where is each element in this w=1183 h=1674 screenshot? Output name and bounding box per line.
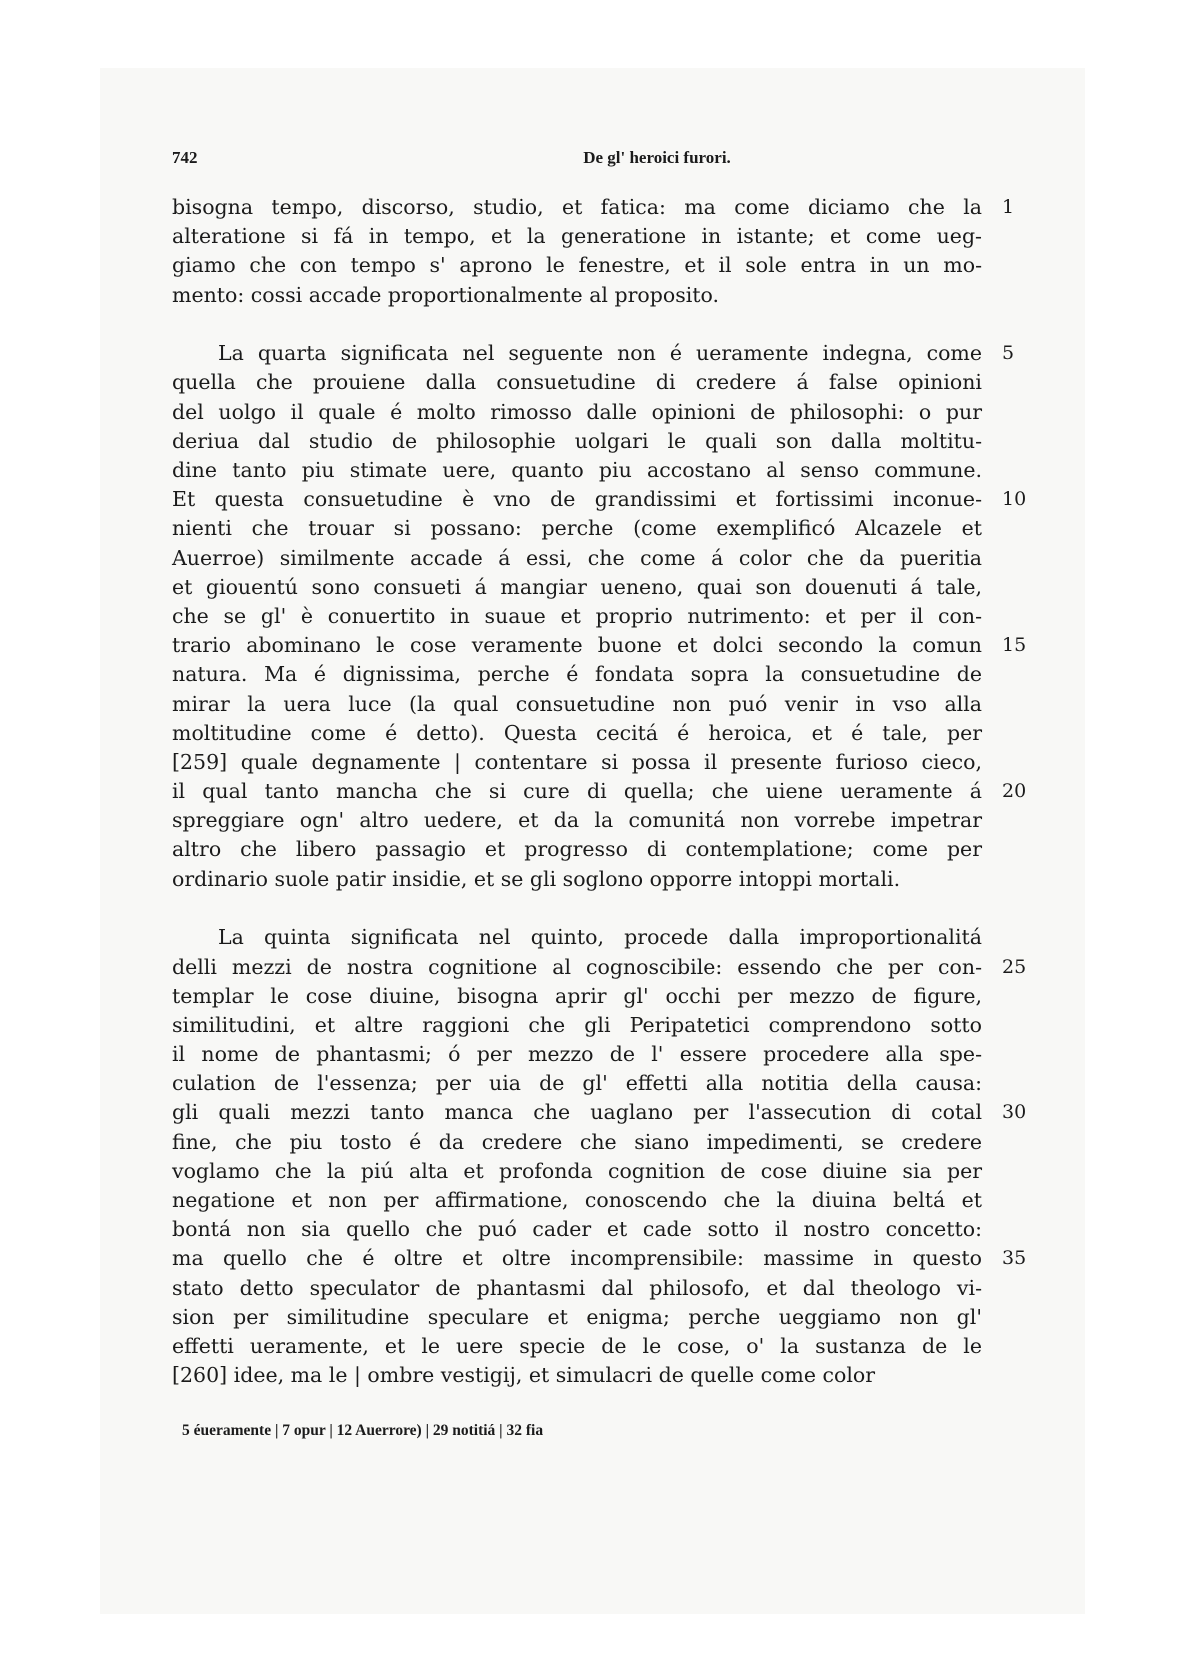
line-text: trario abominano le cose veramente buone et dolci secondo la comun [172, 633, 982, 658]
line-text: giamo che con tempo s' aprono le fenestre, et il sole entra in un mo- [172, 253, 982, 278]
line-text: fine, che piu tosto é da credere che siano impedimenti, se credere [172, 1129, 982, 1154]
text-line [172, 1186, 982, 1215]
text-line [172, 1244, 1027, 1273]
text-line [172, 806, 982, 835]
line-number: 1 [1002, 196, 1015, 218]
text-line [172, 368, 982, 397]
line-text: et giouentú sono consueti á mangiar ueneno, quai son douenuti á tale, [172, 574, 982, 599]
line-text: sion per similitudine speculare et enigma; perche ueggiamo non gl' [172, 1304, 982, 1329]
text-line [172, 1361, 982, 1390]
line-text: voglamo che la piú alta et profonda cognition de cose diuine sia per [172, 1158, 982, 1183]
text-line [172, 1040, 982, 1069]
page-number: 742 [172, 148, 198, 167]
text-line [172, 835, 982, 864]
paragraph [172, 923, 1027, 1390]
line-number: 15 [1002, 634, 1027, 657]
text-line [172, 982, 982, 1011]
line-number: 30 [1002, 1101, 1027, 1124]
line-text: effetti ueramente, et le uere specie de le cose, o' la sustanza de le [172, 1333, 982, 1358]
line-text: Et questa consuetudine è vno de grandissimi et fortissimi inconue- [172, 487, 982, 512]
text-line [172, 222, 982, 251]
line-text: spreggiare ogn' altro uedere, et da la comunitá non vorrebe impetrar [172, 808, 982, 833]
line-text: similitudini, et altre raggioni che gli Peripatetici comprendono sotto [172, 1012, 982, 1037]
line-text: delli mezzi de nostra cognitione al cognoscibile: essendo che per con- [172, 954, 982, 979]
text-line [172, 1303, 982, 1332]
line-text: culation de l'essenza; per uia de gl' effetti alla notitia della causa: [172, 1071, 982, 1096]
line-text: Auerroe) similmente accade á essi, che come á color che da pueritia [172, 545, 982, 570]
line-text: il nome de phantasmi; ó per mezzo de l' essere procedere alla spe- [172, 1042, 982, 1067]
line-text: alteratione si fá in tempo, et la generatione in istante; et come ueg- [172, 224, 982, 249]
paragraph-gap [172, 310, 982, 340]
line-text: mirar la uera luce (la qual consuetudine non puó venir in vso alla [172, 691, 982, 716]
line-text: La quinta significata nel quinto, procede dalla improportionalitá [218, 925, 982, 950]
line-text: altro che libero passagio et progresso di contemplatione; come per [172, 837, 982, 862]
text-line [172, 1332, 982, 1361]
text-line [172, 398, 982, 427]
line-number: 10 [1002, 488, 1027, 511]
text-line [172, 865, 982, 894]
line-text: ordinario suole patir insidie, et se gli soglono opporre intoppi mortali. [172, 866, 901, 891]
line-text: [259] quale degnamente | contentare si possa il presente furioso cieco, [172, 749, 982, 774]
text-line [172, 544, 982, 573]
text-line [172, 602, 982, 631]
line-text: che se gl' è conuertito in suaue et proprio nutrimento: et per il con- [172, 603, 982, 628]
text-line [172, 1098, 1027, 1127]
text-line [172, 1011, 982, 1040]
text-line [172, 690, 982, 719]
text-line [172, 281, 982, 310]
line-text: [260] idee, ma le | ombre vestigij, et simulacri de quelle come color [172, 1363, 876, 1388]
paragraph [172, 193, 1015, 310]
line-text: stato detto speculator de phantasmi dal philosofo, et dal theologo vi- [172, 1275, 982, 1300]
page-header [172, 148, 982, 178]
text-line [172, 953, 1027, 982]
text-line [172, 1157, 982, 1186]
body-text [172, 193, 1027, 1390]
text-line [172, 777, 1027, 806]
footnote-apparatus: 5 éueramente | 7 opur | 12 Auerrore) | 29 notitiá | 32 fia [182, 1422, 544, 1439]
text-line [172, 485, 1027, 514]
text-line [172, 193, 1015, 222]
text-line [172, 631, 1027, 660]
line-number: 20 [1002, 780, 1027, 803]
running-title: De gl' heroici furori. [583, 148, 731, 167]
line-text: dine tanto piu stimate uere, quanto piu accostano al senso commune. [172, 458, 982, 482]
text-line [172, 1069, 982, 1098]
text-line [172, 427, 982, 456]
line-text: quella che prouiene dalla consuetudine di credere á false opinioni [172, 370, 982, 395]
line-text: negatione et non per affirmatione, conoscendo che la diuina beltá et [172, 1188, 982, 1212]
line-text: templar le cose diuine, bisogna aprir gl' occhi per mezzo de figure, [172, 983, 982, 1008]
line-text: del uolgo il quale é molto rimosso dalle opinioni de philosophi: o pur [172, 399, 982, 424]
text-line [172, 719, 982, 748]
line-text: gli quali mezzi tanto manca che uaglano per l'assecution di cotal [172, 1100, 982, 1125]
text-line [172, 1128, 982, 1157]
text-line [172, 573, 982, 602]
text-line [172, 1274, 982, 1303]
line-text: ma quello che é oltre et oltre incomprensibile: massime in questo [172, 1246, 982, 1271]
paragraph [172, 339, 1027, 894]
line-text: deriua dal studio de philosophie uolgari le quali son dalla moltitu- [172, 428, 982, 453]
line-text: natura. Ma é dignissima, perche é fondata sopra la consuetudine de [172, 662, 982, 687]
line-number: 25 [1002, 955, 1027, 978]
text-line [172, 660, 982, 689]
line-text: il qual tanto mancha che si cure di quella; che uiene ueramente á [172, 779, 982, 804]
line-text: bontá non sia quello che puó cader et cade sotto il nostro concetto: [172, 1217, 982, 1242]
text-line [172, 251, 982, 280]
line-number: 35 [1002, 1247, 1027, 1270]
paragraph-gap [172, 894, 982, 924]
line-text: La quarta significata nel seguente non é ueramente indegna, come [218, 341, 982, 366]
line-text: mento: cossi accade proportionalmente al proposito. [172, 282, 720, 307]
line-text: nienti che trouar si possano: perche (come exemplificó Alcazele et [172, 516, 982, 541]
text-line [172, 1215, 982, 1244]
line-text: bisogna tempo, discorso, studio, et fatica: ma come diciamo che la [172, 195, 982, 219]
text-line [172, 456, 982, 485]
text-line [172, 514, 982, 543]
text-line [172, 339, 1015, 368]
line-text: moltitudine come é detto). Questa cecitá é heroica, et é tale, per [172, 720, 982, 745]
text-line [172, 923, 982, 952]
text-line [172, 748, 982, 777]
line-number: 5 [1002, 342, 1015, 365]
